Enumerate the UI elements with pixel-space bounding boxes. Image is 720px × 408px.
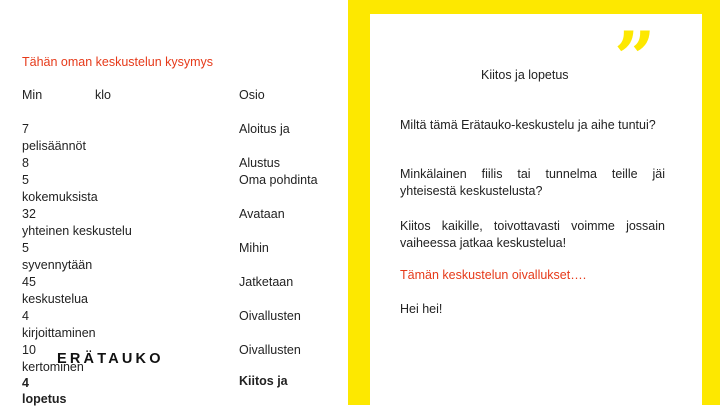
min-cell-note: yhteinen keskustelu	[22, 224, 132, 238]
min-cell: 10	[22, 343, 36, 357]
min-cell-note: keskustelua	[22, 292, 89, 306]
osio-cell: Avataan	[239, 207, 285, 221]
osio-cell: Alustus	[239, 156, 280, 170]
card-paragraph: Kiitos kaikille, toivottavasti voimme jossain vaiheessa jatkaa keskustelua!	[400, 219, 665, 250]
min-cell: 32	[22, 207, 36, 221]
quote-mark-icon: ”	[614, 15, 656, 100]
min-cell-note: syvennytään	[22, 258, 93, 272]
osio-column-header: Osio	[239, 88, 265, 102]
card-paragraph-highlight: Tämän keskustelun oivallukset….	[400, 268, 587, 282]
min-cell: 4	[22, 309, 29, 323]
min-cell-note: kokemuksista	[22, 190, 98, 204]
min-column-header: Min	[22, 88, 43, 102]
osio-cell: Kiitos ja	[239, 374, 288, 388]
osio-cell: Oivallusten	[239, 309, 301, 323]
min-cell: 5	[22, 173, 29, 187]
min-cell: 5	[22, 241, 29, 255]
osio-cell: Oivallusten	[239, 343, 301, 357]
min-cell-note: kertominen	[22, 360, 84, 374]
klo-column-header: klo	[95, 88, 111, 102]
card-paragraph: Miltä tämä Erätauko-keskustelu ja aihe tuntui?	[400, 118, 656, 132]
card-paragraph: Hei hei!	[400, 302, 443, 316]
min-cell: 45	[22, 275, 36, 289]
min-cell: 8	[22, 156, 29, 170]
min-cell: 4	[22, 376, 29, 390]
min-cell-note: pelisäännöt	[22, 139, 86, 153]
card-paragraph: Minkälainen fiilis tai tunnelma teille jäi yhteisestä keskustelusta?	[400, 167, 665, 198]
osio-cell: Mihin	[239, 241, 269, 255]
osio-cell: Aloitus ja	[239, 122, 290, 136]
left-panel	[0, 0, 348, 405]
eratauko-logo: ERÄTAUKO	[57, 351, 164, 367]
min-cell: 7	[22, 122, 29, 136]
osio-cell: Jatketaan	[239, 275, 294, 289]
osio-cell-note: Oma pohdinta	[239, 173, 318, 187]
card-title: Kiitos ja lopetus	[481, 68, 569, 82]
min-cell-note: kirjoittaminen	[22, 326, 96, 340]
min-cell-note: lopetus	[22, 392, 67, 406]
question-title: Tähän oman keskustelun kysymys	[22, 55, 214, 69]
